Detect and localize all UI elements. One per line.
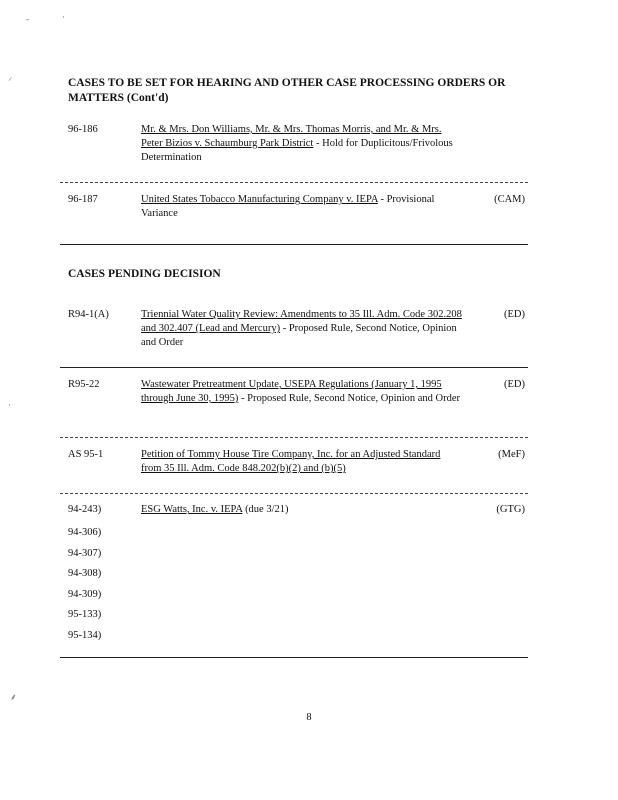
case-title <box>141 193 463 221</box>
divider <box>60 437 528 438</box>
scan-speck: - <box>26 14 29 24</box>
case-title <box>141 308 463 350</box>
section-heading-pending: CASES PENDING DECISION <box>68 268 221 280</box>
case-title-caption: Triennial Water Quality Review: Amendments to 35 Ill. Adm. Code 302.208 and 302.407 (Lead and Mercury) <box>141 309 462 334</box>
page-number: 8 <box>306 712 312 723</box>
attorney-initials: (GTG) <box>496 504 525 515</box>
attorney-initials: (CAM) <box>494 194 525 205</box>
case-number: R95-22 <box>68 379 100 390</box>
case-title <box>141 123 463 165</box>
consolidated-case-number: 95-133) <box>68 609 102 620</box>
divider <box>60 493 528 494</box>
scan-speck: ⸝ <box>8 72 13 82</box>
case-title-caption: Wastewater Pretreatment Update, USEPA Regulations (January 1, 1995 through June 30, 1995) <box>141 379 442 404</box>
consolidated-case-number: 94-309) <box>68 588 102 600</box>
case-number: 96-187 <box>68 194 98 205</box>
case-title-caption: ESG Watts, Inc. v. IEPA <box>141 504 243 515</box>
divider <box>60 367 528 368</box>
attorney-initials: (ED) <box>504 309 525 320</box>
case-number: 94-243) <box>68 504 102 515</box>
case-number: R94-1(A) <box>68 309 109 320</box>
consolidated-case-number: 95-134) <box>68 629 102 641</box>
section-heading-continued: CASES TO BE SET FOR HEARING AND OTHER CASE PROCESSING ORDERS OR MATTERS (Cont'd) <box>68 77 506 104</box>
case-number: 96-186 <box>68 124 98 135</box>
case-number: AS 95-1 <box>68 449 104 460</box>
consolidated-case-list <box>68 523 101 646</box>
divider <box>60 182 528 183</box>
scan-speck: ⸙ <box>10 692 17 702</box>
case-title-caption: Petition of Tommy House Tire Company, Inc. for an Adjusted Standard from 35 Ill. Adm. Code 848.202(b)(2) and (b)(5) <box>141 449 441 474</box>
divider <box>60 244 528 245</box>
attorney-initials: (MeF) <box>498 449 525 460</box>
case-title-action: (due 3/21) <box>242 504 289 515</box>
case-title-caption: United States Tobacco Manufacturing Company v. IEPA <box>141 194 378 205</box>
case-title <box>141 448 463 476</box>
case-title-action: - Provisional Variance <box>141 194 435 219</box>
case-title <box>141 378 463 406</box>
case-title <box>141 503 463 517</box>
attorney-initials: (ED) <box>504 379 525 390</box>
consolidated-case-number: 94-306) <box>68 527 102 538</box>
consolidated-case-number: 94-307) <box>68 547 102 559</box>
consolidated-case-number: 94-308) <box>68 568 102 579</box>
case-title-action: - Hold for Duplicitous/Frivolous Determination <box>141 138 453 163</box>
case-title-caption: Mr. & Mrs. Don Williams, Mr. & Mrs. Thomas Morris, and Mr. & Mrs. Peter Bizios v. Schaumburg Park District <box>141 124 442 149</box>
case-title-action: - Proposed Rule, Second Notice, Opinion and Order <box>238 393 461 404</box>
divider <box>60 657 528 658</box>
case-title-action: - Proposed Rule, Second Notice, Opinion and Order <box>141 323 457 348</box>
scan-speck: · <box>62 12 65 22</box>
scan-speck: · <box>8 400 11 410</box>
